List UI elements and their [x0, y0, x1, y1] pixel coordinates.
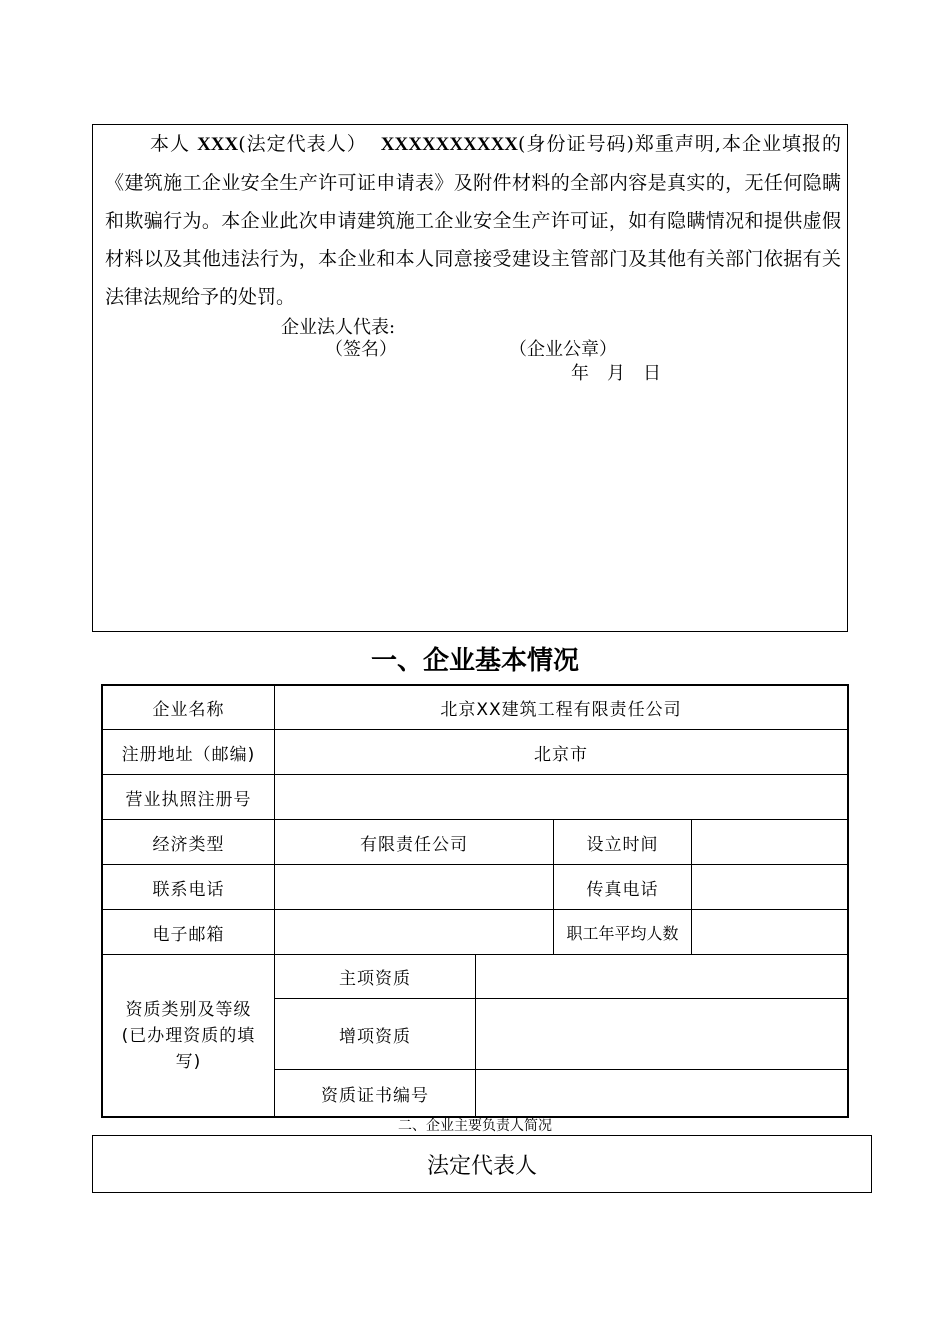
certificate-number-value — [476, 1070, 847, 1116]
declaration-box — [92, 124, 848, 632]
main-qualification-value — [476, 955, 847, 998]
econ-type-label: 经济类型 — [152, 834, 225, 855]
staff-count-label: 职工年平均人数 — [566, 923, 679, 943]
representative-name-placeholder: XXX — [197, 134, 239, 155]
address-label: 注册地址（邮编) — [121, 744, 256, 765]
signature-label: （签名） — [325, 339, 397, 360]
date-label: 年 月 日 — [571, 363, 661, 384]
main-qualification-label: 主项资质 — [339, 969, 411, 989]
legal-representative-label: 法定代表人 — [426, 1153, 537, 1179]
certificate-number-label: 资质证书编号 — [321, 1085, 429, 1106]
staff-count-value — [692, 910, 847, 954]
section-title-basic-info: 一、企业基本情况 — [370, 646, 579, 676]
company-name-label: 企业名称 — [152, 700, 225, 720]
qualification-label: 资质类别及等级(已办理资质的填写) — [121, 999, 256, 1072]
econ-type-value: 有限责任公司 — [360, 834, 468, 855]
id-number-placeholder: XXXXXXXXXX — [380, 134, 519, 155]
license-value — [275, 775, 847, 819]
phone-value — [275, 865, 553, 909]
representative-role: (法定代表人） — [238, 133, 367, 155]
seal-label: （企业公章） — [509, 339, 617, 360]
declaration-statement: (身份证号码)郑重声明,本企业填报的《建筑施工企业安全生产许可证申请表》及附件材料的全部内容是真实的，无任何隐瞒和欺骗行为。本企业此次申请建筑施工企业安全生产许可证，如有隐瞒情况和提供虚假材料以及其他违法行为，本企业和本人同意接受建设主管部门及其他有关部门依据有关法律法规给予的处罚。 — [105, 133, 841, 308]
company-info-table — [101, 684, 849, 1118]
email-label: 电子邮箱 — [152, 924, 225, 945]
rep-label: 企业法人代表: — [281, 317, 396, 338]
fax-value — [692, 865, 847, 909]
license-label: 营业执照注册号 — [125, 789, 252, 810]
company-name-value: 北京XX建筑工程有限责任公司 — [440, 700, 682, 720]
fax-label: 传真电话 — [586, 879, 659, 900]
address-value: 北京市 — [534, 744, 588, 765]
additional-qualification-value — [476, 999, 847, 1069]
declaration-text — [105, 125, 841, 316]
declaration-intro: 本人 — [149, 133, 191, 155]
legal-representative-header — [92, 1135, 872, 1193]
email-value — [275, 910, 553, 954]
established-label: 设立时间 — [586, 834, 659, 855]
section-title-principal-officers: 二、企业主要负责人简况 — [398, 1118, 552, 1134]
phone-label: 联系电话 — [152, 879, 225, 900]
additional-qualification-label: 增项资质 — [339, 1026, 411, 1047]
established-value — [692, 820, 847, 864]
